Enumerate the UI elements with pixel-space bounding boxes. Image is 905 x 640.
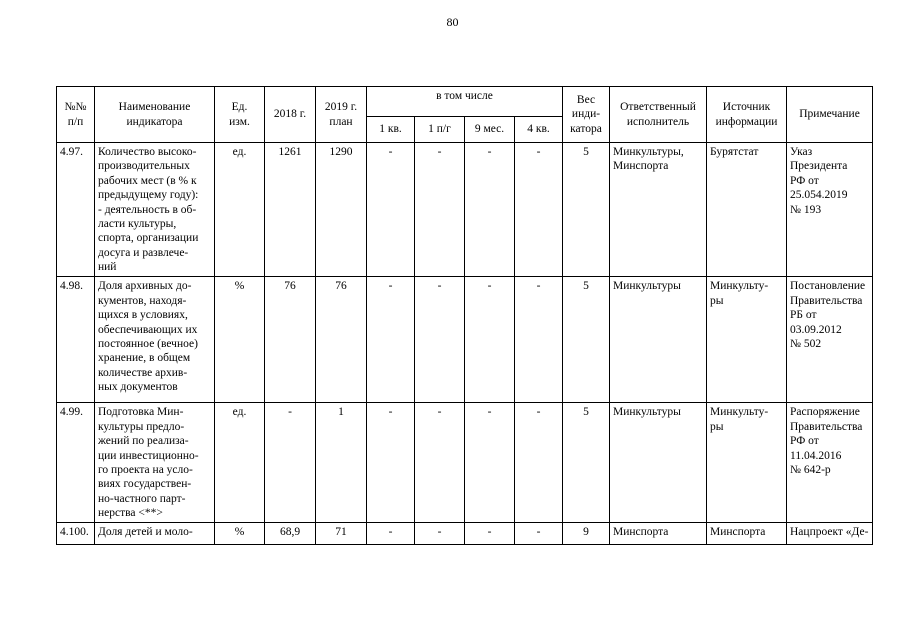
row-responsible: Минкультуры bbox=[610, 403, 707, 523]
row-num: 4.100. bbox=[57, 523, 95, 545]
row-q4: - bbox=[515, 523, 563, 545]
row-h1: - bbox=[415, 403, 465, 523]
row-num: 4.99. bbox=[57, 403, 95, 523]
row-weight: 9 bbox=[563, 523, 610, 545]
header-responsible: Ответственный исполнитель bbox=[610, 87, 707, 143]
row-note: Указ Президента РФ от 25.054.2019 № 193 bbox=[787, 143, 873, 277]
row-q4: - bbox=[515, 143, 563, 277]
header-2018: 2018 г. bbox=[265, 87, 316, 143]
header-row-1 bbox=[57, 87, 873, 117]
row-2019: 76 bbox=[316, 277, 367, 403]
row-name: Доля архивных до- кументов, находя- щихся в условиях, обеспечивающих их постоянное (вечное) хранение, в общем количестве архив- ных документов bbox=[95, 277, 215, 403]
table-row bbox=[57, 403, 873, 523]
header-note: Примечание bbox=[787, 87, 873, 143]
header-num: №№ п/п bbox=[57, 87, 95, 143]
page-number: 80 bbox=[446, 15, 459, 29]
row-h1: - bbox=[415, 523, 465, 545]
header-source: Источник информации bbox=[707, 87, 787, 143]
header-name: Наименование индикатора bbox=[95, 87, 215, 143]
row-9m: - bbox=[465, 143, 515, 277]
row-2018: 76 bbox=[265, 277, 316, 403]
row-name: Подготовка Мин- культуры предло- жений по реализа- ции инвестиционно- го проекта на усло- виях государствен- но-частного парт- нерства <**> bbox=[95, 403, 215, 523]
indicators-table bbox=[56, 86, 873, 545]
row-note: Нацпроект «Де- bbox=[787, 523, 873, 545]
row-2019: 71 bbox=[316, 523, 367, 545]
row-name: Количество высоко- производительных рабочих мест (в % к предыдущему году): - деятельность в об- ласти культуры, спорта, организации досуга и развлече- ний bbox=[95, 143, 215, 277]
header-h1: 1 п/г bbox=[415, 117, 465, 143]
row-2019: 1 bbox=[316, 403, 367, 523]
row-2019: 1290 bbox=[316, 143, 367, 277]
header-unit: Ед. изм. bbox=[215, 87, 265, 143]
row-source: Минкульту- ры bbox=[707, 403, 787, 523]
table-row bbox=[57, 523, 873, 545]
header-q4: 4 кв. bbox=[515, 117, 563, 143]
row-h1: - bbox=[415, 277, 465, 403]
row-9m: - bbox=[465, 403, 515, 523]
row-note: Постановление Правительства РБ от 03.09.2012 № 502 bbox=[787, 277, 873, 403]
row-2018: 1261 bbox=[265, 143, 316, 277]
row-9m: - bbox=[465, 277, 515, 403]
row-9m: - bbox=[465, 523, 515, 545]
header-2019-plan: 2019 г. план bbox=[316, 87, 367, 143]
row-q4: - bbox=[515, 277, 563, 403]
row-weight: 5 bbox=[563, 143, 610, 277]
row-q1: - bbox=[367, 143, 415, 277]
row-source: Бурятстат bbox=[707, 143, 787, 277]
row-responsible: Минспорта bbox=[610, 523, 707, 545]
header-including: в том числе bbox=[367, 87, 563, 117]
row-2018: 68,9 bbox=[265, 523, 316, 545]
row-q1: - bbox=[367, 523, 415, 545]
header-9m: 9 мес. bbox=[465, 117, 515, 143]
row-weight: 5 bbox=[563, 403, 610, 523]
row-2018: - bbox=[265, 403, 316, 523]
row-unit: ед. bbox=[215, 403, 265, 523]
row-q1: - bbox=[367, 277, 415, 403]
header-q1: 1 кв. bbox=[367, 117, 415, 143]
row-num: 4.97. bbox=[57, 143, 95, 277]
table-row bbox=[57, 143, 873, 277]
row-weight: 5 bbox=[563, 277, 610, 403]
row-note: Распоряжение Правительства РФ от 11.04.2016 № 642-р bbox=[787, 403, 873, 523]
row-h1: - bbox=[415, 143, 465, 277]
row-q1: - bbox=[367, 403, 415, 523]
header-weight: Вес инди- катора bbox=[563, 87, 610, 143]
row-unit: % bbox=[215, 277, 265, 403]
row-num: 4.98. bbox=[57, 277, 95, 403]
row-responsible: Минкультуры, Минспорта bbox=[610, 143, 707, 277]
row-name: Доля детей и моло- bbox=[95, 523, 215, 545]
row-unit: % bbox=[215, 523, 265, 545]
table-row bbox=[57, 277, 873, 403]
row-responsible: Минкультуры bbox=[610, 277, 707, 403]
row-source: Минспорта bbox=[707, 523, 787, 545]
row-source: Минкульту- ры bbox=[707, 277, 787, 403]
row-q4: - bbox=[515, 403, 563, 523]
row-unit: ед. bbox=[215, 143, 265, 277]
